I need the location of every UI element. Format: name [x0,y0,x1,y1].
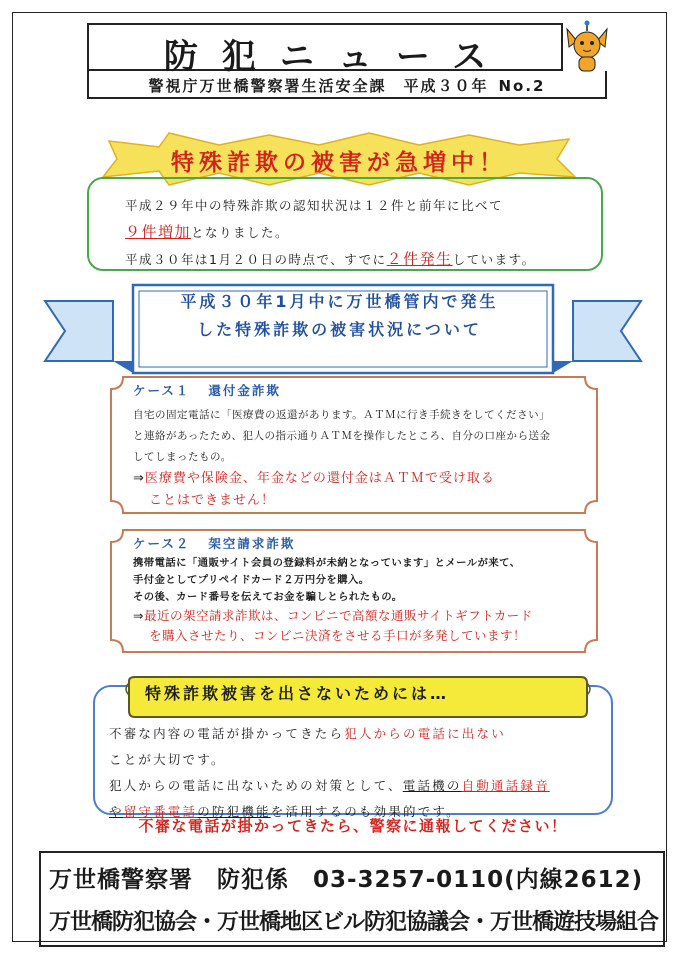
case-2-type: 架空請求詐欺 [208,536,296,551]
case-1-warning-text-1: 医療費や保険金、年金などの還付金はＡＴＭで受け取る [144,471,495,486]
ribbon-line-2: した特殊詐欺の被害状況について [197,320,482,339]
final-alert: 不審な電話が掛かってきたら、警察に通報してください！ [138,817,568,835]
notice-line-2-rest: となりました。 [191,225,290,240]
case-2-body-line-3: その後、カード番号を伝えてお金を騙しとられたもの。 [133,591,403,603]
notice-line-2 [125,219,581,246]
notice-line-3-pre: 平成３０年は1月２０日の時点で、すでに [125,252,387,267]
prevention-p1-pre: 不審な内容の電話が掛かってきたら [109,726,345,741]
case-1-body-line-3: してしまったもの。 [133,451,232,463]
case-1-label: ケース１ [133,383,191,398]
prevention-p2-feature: の防犯機能 [197,804,271,819]
case-1-body-line-1: 自宅の固定電話に「医療費の返還があります。ＡＴＭに行き手続きをしてください」 [133,409,551,421]
case-2-body-line-2: 手付金としてプリペイドカード２万円分を購入。 [133,574,370,586]
notice-line-1: 平成２９年中の特殊詐欺の認知状況は１２件と前年に比べて [125,198,504,213]
prevention-p2-mid: や [109,804,124,819]
case-1-type: 還付金詐欺 [208,383,281,398]
case-2-warning-line-1 [133,606,581,626]
subtitle-office: 警視庁万世橋警察署生活安全課 平成３０年 [148,77,489,95]
prevention-p2-post: を活用するのも効果的です。 [270,804,461,819]
arrow-icon: ⇒ [133,471,145,486]
contact-footer [39,851,665,947]
case-2-content [133,534,581,646]
statistics-notice [87,177,603,271]
prevention-p1-post: ことが大切です。 [109,752,226,767]
prevention-p1-key: 犯人からの電話に出ない [344,726,506,741]
pipo-mascot-icon [561,19,613,75]
case-2-label: ケース２ [133,536,191,551]
prevention-para-2 [109,773,609,799]
prevention-p2-recording: 自動通話録音 [461,778,550,793]
prevention-p2-pre: 犯人からの電話に出ないための対策として、 [109,778,403,793]
page-title: 防犯ニュース [163,37,511,77]
ribbon-line-1: 平成３０年1月中に万世橋管内で発生 [180,292,499,311]
case-2-body [133,555,581,606]
notice-line-3 [125,246,581,273]
police-contact: 万世橋警察署 防犯係 03-3257-0110(内線2612) [49,867,644,893]
prevention-p2-voicemail: 留守番電話 [123,804,198,819]
cases-highlight: ２件発生 [386,250,453,268]
case-1-content [133,381,581,512]
prevention-heading: 特殊詐欺被害を出さないためには… [145,684,450,703]
title-box [87,23,563,77]
notice-line-3-rest: しています。 [452,252,536,267]
case-1-title [133,381,581,399]
case-1-body-line-2: と連絡があったため、犯人の指示通りＡＴＭを操作したところ、自分の口座から送金 [133,430,551,442]
case-1-warning-line-1 [133,468,581,490]
case-1-warning [133,468,581,512]
case-2-panel [109,528,599,654]
associations: 万世橋防犯協会・万世橋地区ビル防犯協議会・万世橋遊技場組合 [49,910,659,935]
case-2-title [133,534,581,552]
case-2-warning-text-1: 最近の架空請求詐欺は、コンビニで高額な通販サイトギフトカード [143,608,533,623]
subtitle-box [87,71,607,99]
case-1-body [133,405,581,468]
ribbon-heading [123,288,556,344]
case-2-body-line-1: 携帯電話に「通販サイト会員の登録料が未納となっています」とメールが来て、 [133,557,521,569]
case-1-warning-line-2: ことはできません！ [149,493,276,508]
issue-number: No.2 [498,77,546,95]
prevention-p2-phone: 電話機の [402,778,462,793]
case-1-panel [109,375,599,515]
subtitle [89,75,605,96]
alert-headline: 特殊詐欺の被害が急増中！ [171,150,507,176]
prevention-para-1 [109,721,609,747]
increase-highlight: ９件増加 [125,223,192,241]
case-2-warning-line-2: を購入させたり、コンビニ決済をさせる手口が多発しています！ [149,628,527,643]
newsletter-sheet [12,12,667,942]
arrow-icon: ⇒ [133,608,144,623]
prevention-body [109,721,609,825]
case-2-warning [133,606,581,646]
